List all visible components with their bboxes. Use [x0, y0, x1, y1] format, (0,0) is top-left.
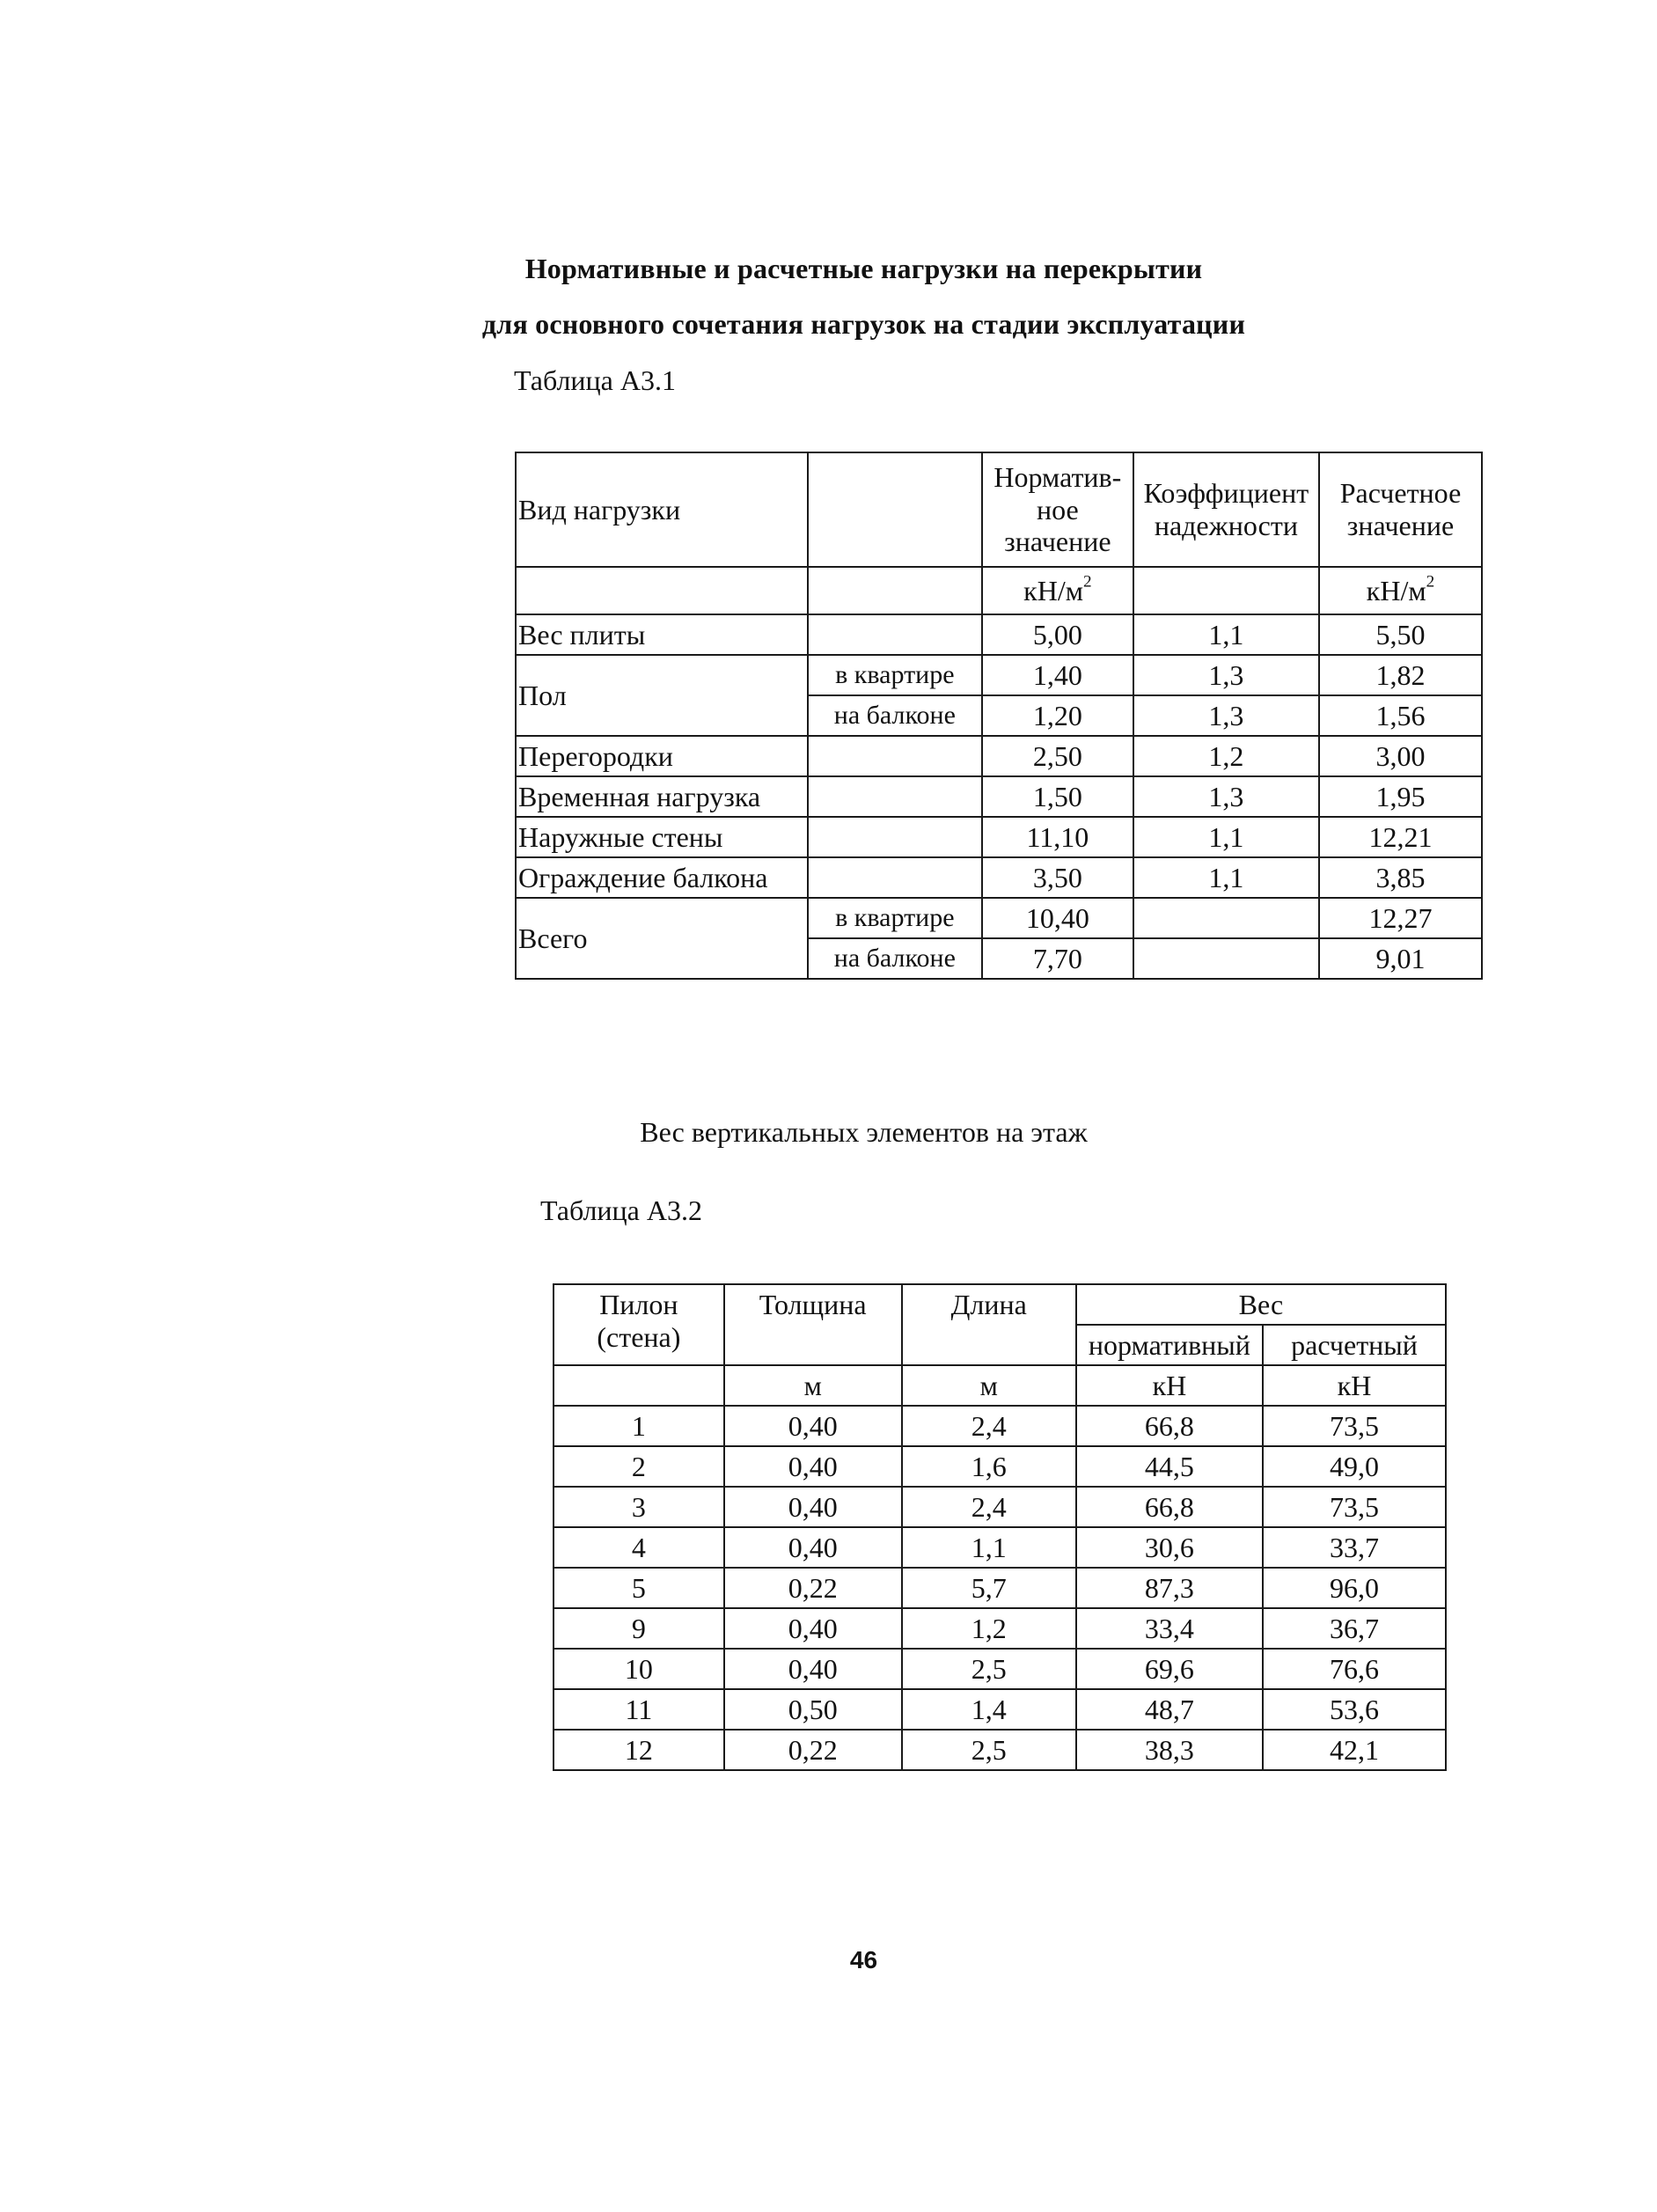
row-length: 2,4 [902, 1406, 1076, 1446]
header-thickness: Толщина [724, 1284, 902, 1365]
table-row [554, 1649, 1446, 1689]
row-load-name: Вес плиты [516, 614, 808, 655]
row-length: 1,1 [902, 1527, 1076, 1568]
units-cell-empty [1133, 567, 1319, 614]
row-normative: 10,40 [982, 898, 1133, 938]
row-coefficient: 1,1 [1133, 817, 1319, 857]
row-normative: 1,40 [982, 655, 1133, 695]
units-design-sup: 2 [1426, 572, 1435, 592]
row-pylon: 10 [554, 1649, 724, 1689]
row-thickness: 0,40 [724, 1608, 902, 1649]
row-thickness: 0,40 [724, 1527, 902, 1568]
row-weight-normative: 38,3 [1076, 1730, 1263, 1770]
row-subtype: на балконе [808, 938, 982, 979]
row-weight-normative: 69,6 [1076, 1649, 1263, 1689]
row-weight-design: 76,6 [1263, 1649, 1446, 1689]
row-length: 2,5 [902, 1730, 1076, 1770]
row-load-name: Ограждение балкона [516, 857, 808, 898]
row-normative: 2,50 [982, 736, 1133, 776]
row-normative: 7,70 [982, 938, 1133, 979]
row-pylon: 2 [554, 1446, 724, 1487]
row-coefficient: 1,3 [1133, 655, 1319, 695]
row-design: 3,00 [1319, 736, 1482, 776]
table-a32-label: Таблица А3.2 [540, 1194, 702, 1226]
table-row [554, 1527, 1446, 1568]
row-weight-normative: 87,3 [1076, 1568, 1263, 1608]
row-load-name: Наружные стены [516, 817, 808, 857]
row-design: 1,82 [1319, 655, 1482, 695]
row-coefficient [1133, 898, 1319, 938]
units-weight-design: кН [1263, 1365, 1446, 1406]
units-thickness: м [724, 1365, 902, 1406]
units-length: м [902, 1365, 1076, 1406]
row-subtype [808, 776, 982, 817]
header-normative-value: Норматив- ное значение [982, 452, 1133, 567]
row-design: 3,85 [1319, 857, 1482, 898]
row-thickness: 0,22 [724, 1730, 902, 1770]
units-normative [982, 567, 1133, 614]
units-cell-empty [516, 567, 808, 614]
row-length: 2,5 [902, 1649, 1076, 1689]
row-pylon: 11 [554, 1689, 724, 1730]
table-row [554, 1406, 1446, 1446]
row-normative: 3,50 [982, 857, 1133, 898]
row-coefficient: 1,3 [1133, 776, 1319, 817]
row-pylon: 5 [554, 1568, 724, 1608]
units-normative-sup: 2 [1082, 572, 1092, 592]
row-length: 1,4 [902, 1689, 1076, 1730]
row-thickness: 0,40 [724, 1406, 902, 1446]
table-a31-label: Таблица А3.1 [514, 364, 676, 396]
table-row [516, 655, 1482, 695]
row-thickness: 0,22 [724, 1568, 902, 1608]
row-weight-normative: 66,8 [1076, 1406, 1263, 1446]
row-weight-design: 33,7 [1263, 1527, 1446, 1568]
row-subtype: на балконе [808, 695, 982, 736]
table-a32-title: Вес вертикальных элементов на этаж [640, 1116, 1088, 1148]
row-normative: 5,00 [982, 614, 1133, 655]
table-row [516, 614, 1482, 655]
row-subtype: в квартире [808, 898, 982, 938]
table-a31 [515, 452, 1483, 980]
row-weight-normative: 30,6 [1076, 1527, 1263, 1568]
table-a32-header-row [554, 1284, 1446, 1325]
row-weight-normative: 66,8 [1076, 1487, 1263, 1527]
row-thickness: 0,50 [724, 1689, 902, 1730]
row-coefficient: 1,3 [1133, 695, 1319, 736]
row-weight-normative: 44,5 [1076, 1446, 1263, 1487]
row-subtype [808, 817, 982, 857]
header-design-value: Расчетное значение [1319, 452, 1482, 567]
units-cell-empty [554, 1365, 724, 1406]
row-normative: 11,10 [982, 817, 1133, 857]
page-number: 46 [849, 1946, 878, 1973]
row-thickness: 0,40 [724, 1446, 902, 1487]
row-subtype [808, 857, 982, 898]
row-coefficient: 1,1 [1133, 857, 1319, 898]
row-weight-design: 96,0 [1263, 1568, 1446, 1608]
units-design [1319, 567, 1482, 614]
table-row [516, 776, 1482, 817]
row-weight-design: 42,1 [1263, 1730, 1446, 1770]
header-weight: Вес [1076, 1284, 1446, 1325]
row-pylon: 3 [554, 1487, 724, 1527]
row-length: 5,7 [902, 1568, 1076, 1608]
units-design-text: кН/м [1366, 574, 1426, 606]
row-load-name: Пол [516, 655, 808, 736]
table-a31-header-row [516, 452, 1482, 567]
row-thickness: 0,40 [724, 1649, 902, 1689]
table-a32-units-row [554, 1365, 1446, 1406]
header-pylon: Пилон (стена) [554, 1284, 724, 1365]
units-weight-normative: кН [1076, 1365, 1263, 1406]
header-reliability-coefficient: Коэффициент надежности [1133, 452, 1319, 567]
table-row [516, 736, 1482, 776]
row-design: 5,50 [1319, 614, 1482, 655]
row-coefficient: 1,2 [1133, 736, 1319, 776]
row-thickness: 0,40 [724, 1487, 902, 1527]
row-length: 1,6 [902, 1446, 1076, 1487]
table-row [554, 1689, 1446, 1730]
table-row [516, 898, 1482, 938]
row-subtype [808, 614, 982, 655]
row-design: 12,27 [1319, 898, 1482, 938]
header-length: Длина [902, 1284, 1076, 1365]
row-weight-design: 73,5 [1263, 1487, 1446, 1527]
row-coefficient: 1,1 [1133, 614, 1319, 655]
row-load-name: Перегородки [516, 736, 808, 776]
units-normative-text: кН/м [1023, 574, 1083, 606]
table-row [554, 1568, 1446, 1608]
row-length: 2,4 [902, 1487, 1076, 1527]
header-weight-normative: нормативный [1076, 1325, 1263, 1365]
row-pylon: 9 [554, 1608, 724, 1649]
table-a32 [553, 1283, 1447, 1771]
table-a31-units-row [516, 567, 1482, 614]
row-pylon: 4 [554, 1527, 724, 1568]
row-design: 1,95 [1319, 776, 1482, 817]
row-pylon: 1 [554, 1406, 724, 1446]
row-weight-design: 36,7 [1263, 1608, 1446, 1649]
row-length: 1,2 [902, 1608, 1076, 1649]
row-design: 12,21 [1319, 817, 1482, 857]
header-subtype [808, 452, 982, 567]
row-design: 9,01 [1319, 938, 1482, 979]
row-weight-design: 73,5 [1263, 1406, 1446, 1446]
table-row [554, 1608, 1446, 1649]
table-row [554, 1446, 1446, 1487]
row-pylon: 12 [554, 1730, 724, 1770]
row-weight-normative: 48,7 [1076, 1689, 1263, 1730]
header-load-type: Вид нагрузки [516, 452, 808, 567]
table-row [516, 817, 1482, 857]
row-normative: 1,50 [982, 776, 1133, 817]
table-a31-title-line1: Нормативные и расчетные нагрузки на перекрытии [524, 253, 1203, 284]
row-subtype: в квартире [808, 655, 982, 695]
units-cell-empty [808, 567, 982, 614]
row-load-name: Всего [516, 898, 808, 979]
header-weight-design: расчетный [1263, 1325, 1446, 1365]
row-coefficient [1133, 938, 1319, 979]
row-normative: 1,20 [982, 695, 1133, 736]
table-a31-title-line2: для основного сочетания нагрузок на стадии эксплуатации [481, 308, 1246, 340]
row-weight-design: 49,0 [1263, 1446, 1446, 1487]
row-weight-normative: 33,4 [1076, 1608, 1263, 1649]
row-subtype [808, 736, 982, 776]
row-load-name: Временная нагрузка [516, 776, 808, 817]
table-row [554, 1487, 1446, 1527]
row-design: 1,56 [1319, 695, 1482, 736]
row-weight-design: 53,6 [1263, 1689, 1446, 1730]
table-row [554, 1730, 1446, 1770]
table-row [516, 857, 1482, 898]
